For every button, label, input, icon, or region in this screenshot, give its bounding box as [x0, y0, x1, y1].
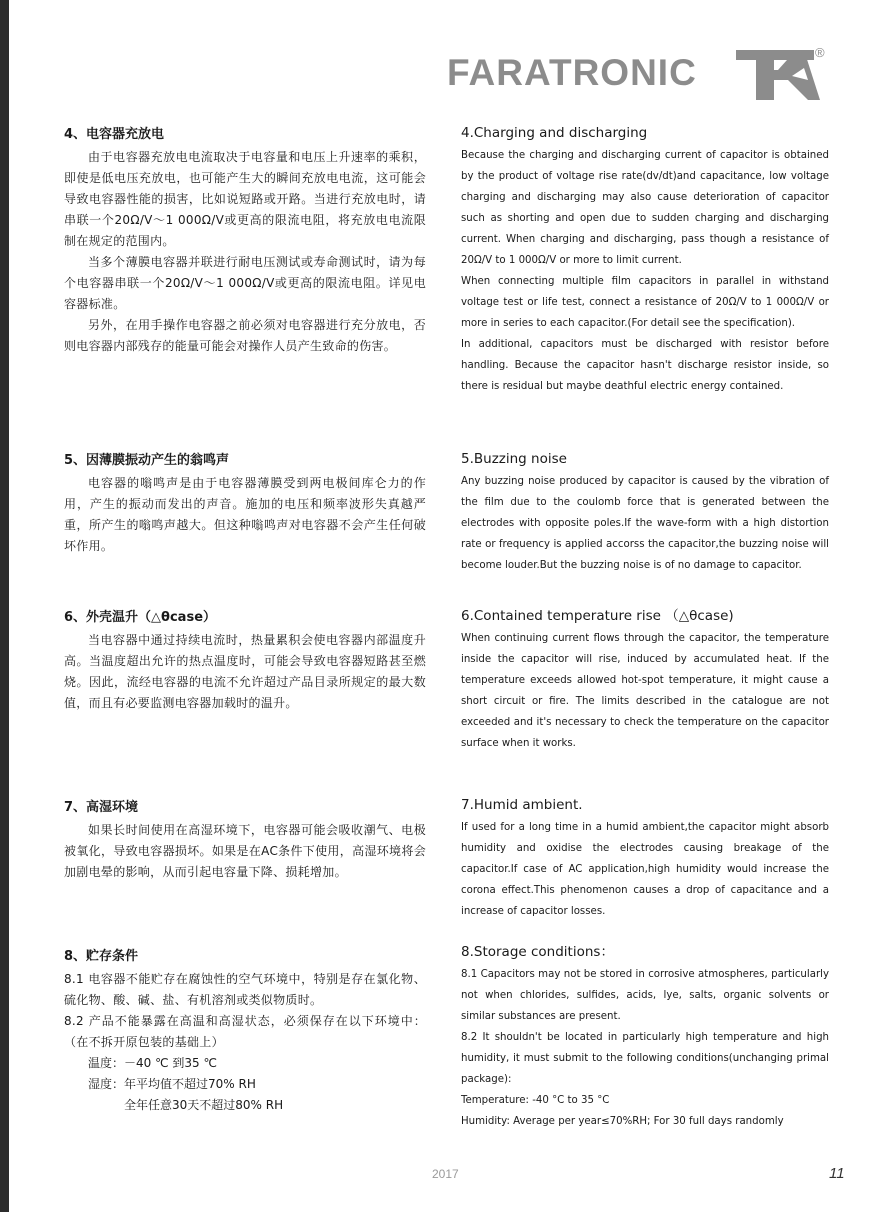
section-4-en — [461, 123, 829, 397]
section-7-en — [461, 795, 829, 922]
section-6-en-title: 6.Contained temperature rise （△θcase) — [461, 608, 734, 624]
footer-year: 2017 — [432, 1167, 459, 1181]
section-5-cn-p1: 电容器的嗡鸣声是由于电容器薄膜受到两电极间库仑力的作用，产生的振动而发出的声音。施加的电压和频率波形失真越严重，所产生的嗡鸣声越大。但这种嗡鸣声对电容器不会产生任何破坏作用。 — [64, 476, 426, 553]
section-7-cn-p1: 如果长时间使用在高湿环境下，电容器可能会吸收潮气、电极被氧化，导致电容器损坏。如果是在AC条件下使用，高湿环境将会加剧电晕的影响，从而引起电容量下降、损耗增加。 — [64, 823, 426, 879]
section-8-en-p2: 8.2 It shouldn't be located in particularly high temperature and high humidity, it must submit to the following conditions(unchanging primal package): — [461, 1032, 829, 1085]
section-4-en-p3: In additional, capacitors must be discharged with resistor before handling. Because the capacitor hasn't discharge resistor inside, so there is residual but maybe deathful electric energy contained. — [461, 339, 829, 392]
section-8-en-temperature: Temperature: -40 °C to 35 °C — [461, 1095, 610, 1106]
section-5-en-title: 5.Buzzing noise — [461, 451, 567, 467]
section-5-en — [461, 449, 829, 576]
section-4-cn-title: 4、电容器充放电 — [64, 127, 165, 142]
section-8-en-p1: 8.1 Capacitors may not be stored in corrosive atmospheres, particularly not when chlorides, sulfides, acids, lye, salts, organic solvents or similar substances are present. — [461, 969, 829, 1022]
faratronic-logo-icon — [734, 46, 820, 102]
section-4-en-title: 4.Charging and discharging — [461, 125, 648, 141]
section-8-cn-humidity-1: 湿度：年平均值不超过70% RH — [88, 1077, 256, 1091]
section-7-cn-title: 7、高湿环境 — [64, 800, 139, 815]
section-8-en — [461, 942, 829, 1132]
section-8-cn-p2: 8.2 产品不能暴露在高温和高湿状态，必须保存在以下环境中：（在不拆开原包装的基础上） — [64, 1014, 426, 1049]
section-8-cn — [64, 946, 426, 1116]
section-4-cn-p2: 当多个薄膜电容器并联进行耐电压测试或寿命测试时，请为每个电容器串联一个20Ω/V～1 000Ω/V或更高的限流电阻。详见电容器标准。 — [64, 255, 426, 311]
section-8-cn-temperature: 温度：－40 ℃ 到35 ℃ — [88, 1056, 217, 1070]
registered-mark: ® — [815, 45, 825, 60]
section-4-cn — [64, 124, 426, 357]
section-6-en — [461, 606, 829, 754]
section-6-en-p1: When continuing current flows through the capacitor, the temperature inside the capacitor will rise, induced by accumulated heat. If the temperature exceeds allowed hot-spot temperature, it might cause a short circuit or fire. The limits described in the catalogue are not exceeded and it's necessary to check the temperature on the capacitor surface when it works. — [461, 633, 829, 749]
brand-wordmark: FARATRONIC — [447, 52, 697, 93]
left-edge-bar — [0, 0, 9, 1212]
section-6-cn — [64, 607, 426, 714]
section-5-cn — [64, 450, 426, 557]
section-8-cn-humidity-2: 全年任意30天不超过80% RH — [124, 1098, 284, 1112]
section-8-cn-title: 8、贮存条件 — [64, 949, 139, 964]
section-4-en-p1: Because the charging and discharging current of capacitor is obtained by the product of voltage rise rate(dv/dt)and capacitance, low voltage charging and discharging may also cause deterioration of capacitor such as shorting and open due to sudden charging and discharging current. When charging and discharging, pass though a resistance of 20Ω/V to 1 000Ω/V or more to limit current. — [461, 150, 829, 266]
section-5-cn-title: 5、因薄膜振动产生的翁鸣声 — [64, 453, 230, 468]
section-7-cn — [64, 797, 426, 883]
section-7-en-title: 7.Humid ambient. — [461, 797, 583, 813]
section-6-cn-p1: 当电容器中通过持续电流时，热量累积会使电容器内部温度升高。当温度超出允许的热点温度时，可能会导致电容器短路甚至燃烧。因此，流经电容器的电流不允许超过产品目录所规定的最大数值，而且有必要监测电容器加载时的温升。 — [64, 633, 426, 710]
section-8-en-title: 8.Storage conditions： — [461, 944, 614, 960]
section-4-en-p2: When connecting multiple film capacitors in parallel in withstand voltage test or life test, connect a resistance of 20Ω/V to 1 000Ω/V or more in series to each capacitor.(For detail see the specification). — [461, 276, 829, 329]
section-8-en-humidity: Humidity: Average per year≤70%RH; For 30 full days randomly — [461, 1116, 784, 1127]
page-number: 11 — [829, 1165, 845, 1182]
section-6-cn-title: 6、外壳温升（△θcase） — [64, 610, 217, 625]
section-4-cn-p3: 另外，在用手操作电容器之前必须对电容器进行充分放电，否则电容器内部残存的能量可能会对操作人员产生致命的伤害。 — [64, 318, 426, 353]
section-7-en-p1: If used for a long time in a humid ambient,the capacitor might absorb humidity and oxidise the electrodes causing breakage of the capacitor.If case of AC application,high humidity would increase the corona effect.This phenomenon causes a drop of capacitance and a increase of capacitor losses. — [461, 822, 829, 917]
section-4-cn-p1: 由于电容器充放电电流取决于电容量和电压上升速率的乘积，即使是低电压充放电，也可能产生大的瞬间充放电电流，这可能会导致电容器性能的损害，比如说短路或开路。当进行充放电时，请串联一个20Ω/V～1 000Ω/V或更高的限流电阻，将充放电电流限制在规定的范围内。 — [64, 150, 426, 248]
section-8-cn-p1: 8.1 电容器不能贮存在腐蚀性的空气环境中，特别是存在氯化物、硫化物、酸、碱、盐、有机溶剂或类似物质时。 — [64, 972, 426, 1007]
section-5-en-p1: Any buzzing noise produced by capacitor is caused by the vibration of the film due to the coulomb force that is generated between the electrodes with opposite poles.If the wave-form with a high distortion rate or frequency is applied accorss the capacitor,the buzzing noise will become louder.But the buzzing noise is of no damage to capacitor. — [461, 476, 829, 571]
